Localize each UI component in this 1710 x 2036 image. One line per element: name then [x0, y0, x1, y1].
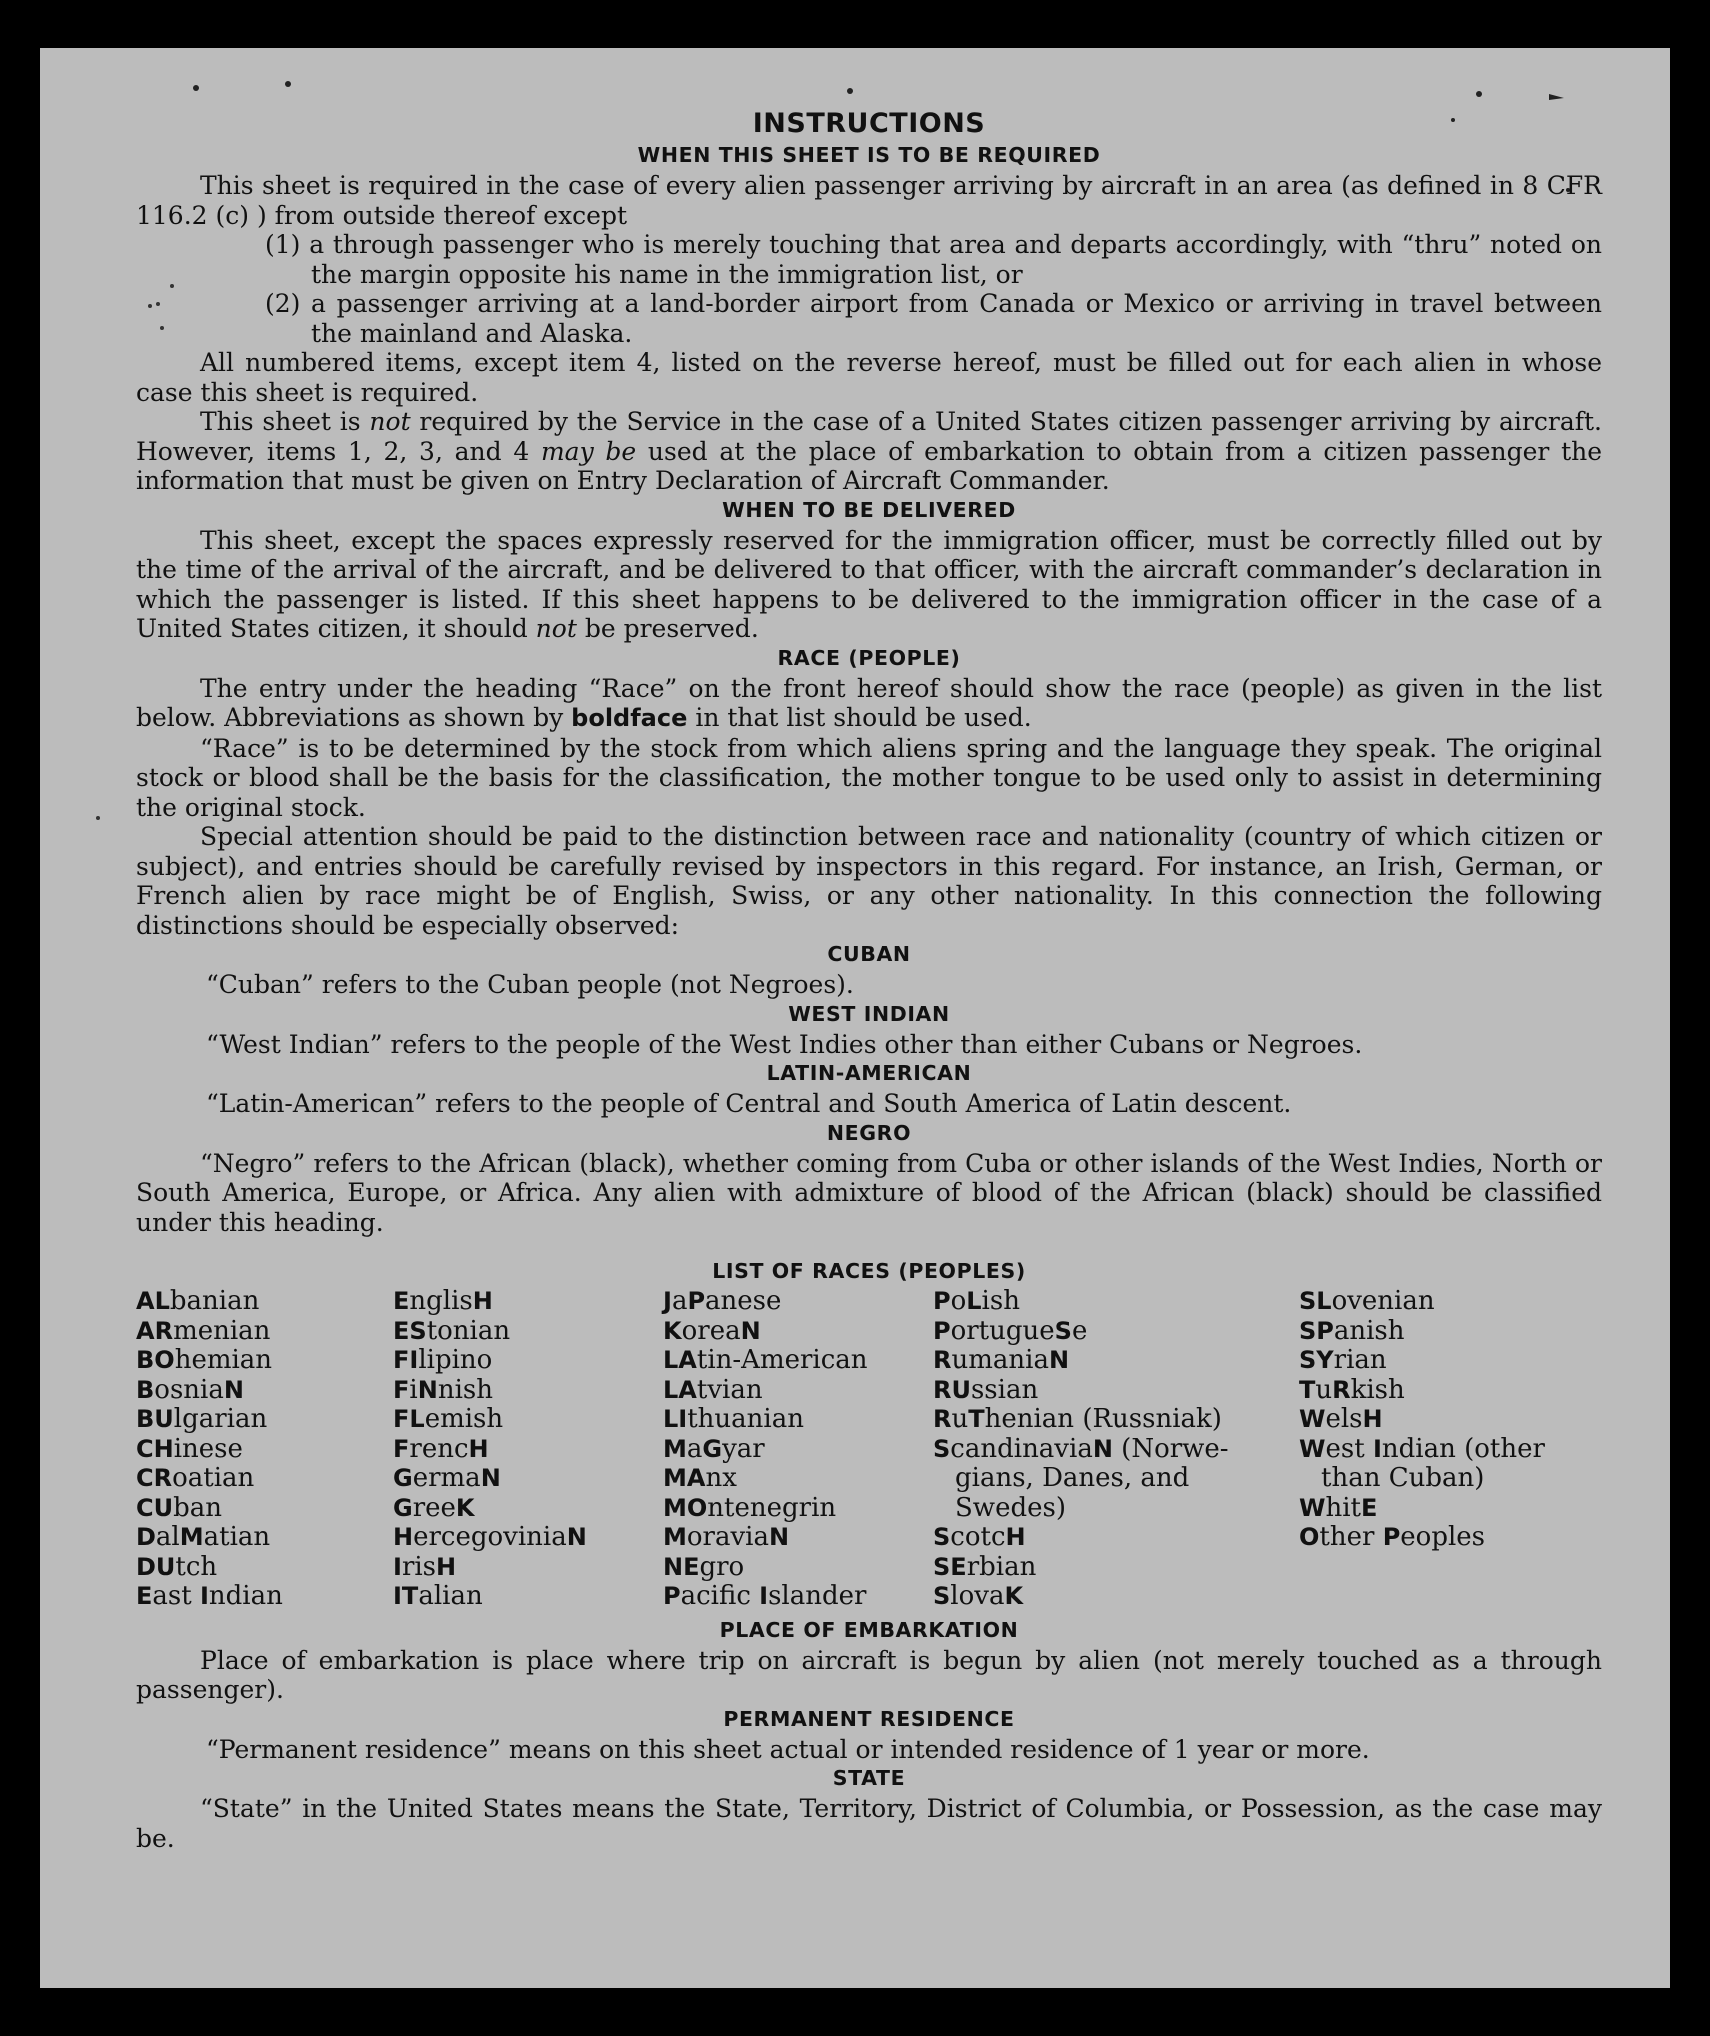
race-item: GreeK [393, 1492, 475, 1523]
race-item: PoLish [933, 1286, 1020, 1316]
race-item: CRoatian [136, 1463, 255, 1493]
race-item: WelsH [1299, 1404, 1383, 1434]
race-item: LAtin-American [663, 1345, 868, 1375]
race-item: TuRkish [1299, 1374, 1405, 1405]
race-item: Other Peoples [1299, 1522, 1486, 1552]
race-item: BOhemian [136, 1345, 273, 1375]
race-item: FLemish [393, 1404, 504, 1434]
race-item: SErbian [933, 1551, 1037, 1582]
heading-permanent-residence: PERMANENT RESIDENCE [723, 1706, 1015, 1731]
race-item: FIlipino [393, 1345, 493, 1375]
exception-1: (1) a through passenger who is merely touching that area and departs accordingly, with “thru” noted on the margin opposite his name in the immigration list, or [265, 230, 1602, 289]
race-item: KoreaN [663, 1315, 761, 1346]
race-item: EStonian [393, 1315, 511, 1346]
race-column [1299, 1287, 1599, 1612]
race-item: CHinese [136, 1433, 243, 1464]
instructions-content [136, 108, 1602, 1853]
race-item: ARmenian [136, 1315, 271, 1346]
race-item: Pacific Islander [663, 1581, 867, 1611]
heading-race: RACE (PEOPLE) [777, 645, 961, 670]
race-item: BUlgarian [136, 1404, 268, 1434]
race-list [136, 1287, 1602, 1612]
race-item: DUtch [136, 1551, 218, 1582]
race-item: CUban [136, 1492, 222, 1523]
race-item: HercegoviniaN [393, 1522, 587, 1552]
heading-when-delivered: WHEN TO BE DELIVERED [722, 497, 1016, 522]
race-item: PortugueSe [933, 1315, 1088, 1346]
race-item: SlovaK [933, 1581, 1024, 1611]
race-item: SYrian [1299, 1345, 1387, 1375]
race-column [663, 1287, 933, 1612]
race-item: MaGyar [663, 1433, 765, 1464]
when-required-p3: This sheet is not required by the Service in the case of a United States citizen passenger arriving by aircraft. However, items 1, 2, 3, and 4 may be used at the place of embarkation to obtain from a citizen passenger the information that must be given on Entry Declaration of Aircraft Commander. [136, 407, 1603, 495]
race-item: MOntenegrin [663, 1492, 837, 1523]
race-item: WhitE [1299, 1492, 1378, 1523]
race-item: ScotcH [933, 1522, 1026, 1552]
cuban-text: “Cuban” refers to the Cuban people (not Negroes). [206, 970, 854, 999]
document-page [40, 48, 1670, 1988]
race-item: ITalian [393, 1581, 483, 1611]
heading-state: STATE [832, 1766, 906, 1790]
race-item: RUssian [933, 1374, 1039, 1405]
race-item: FrencH [393, 1433, 489, 1464]
west-indian-text: “West Indian” refers to the people of the West Indies other than either Cubans or Negroes. [206, 1029, 1363, 1059]
race-item: ALbanian [136, 1286, 260, 1316]
when-required-intro: This sheet is required in the case of every alien passenger arriving by aircraft in an area (as defined in 8 CFR 116.2 (c) ) from outside thereof except [136, 171, 1602, 230]
race-item: IrisH [393, 1551, 457, 1582]
heading-embarkation: PLACE OF EMBARKATION [719, 1617, 1019, 1642]
latin-american-text: “Latin-American” refers to the people of Central and South America of Latin descent. [206, 1089, 1292, 1118]
heading-when-required: WHEN THIS SHEET IS TO BE REQUIRED [637, 143, 1101, 167]
race-column [136, 1287, 393, 1612]
state-text: “State” in the United States means the State, Territory, District of Columbia, or Possession, as the case may be. [136, 1794, 1602, 1853]
race-item: JaPanese [663, 1286, 782, 1316]
race-item: West Indian (other than Cuban) [1299, 1433, 1545, 1493]
exception-2: (2) a passenger arriving at a land-border airport from Canada or Mexico or arriving in travel between the mainland and Alaska. [265, 289, 1602, 348]
race-item: NEgro [663, 1551, 745, 1582]
race-p3: Special attention should be paid to the distinction between race and nationality (country of which citizen or subject), and entries should be carefully revised by inspectors in this regard. For instance, an Irish, German, or French alien by race might be of English, Swiss, or any other nationality. In this connection the following distinctions should be especially observed: [136, 822, 1602, 940]
heading-cuban: CUBAN [827, 942, 911, 966]
page-title: INSTRUCTIONS [752, 108, 986, 139]
race-column [933, 1287, 1299, 1612]
race-item: East Indian [136, 1581, 283, 1611]
race-item: BosniaN [136, 1374, 244, 1405]
race-item: ScandinaviaN (Norwe- gians, Danes, and Swedes) [933, 1433, 1229, 1523]
embarkation-text: Place of embarkation is place where trip on aircraft is begun by alien (not merely touched as a through passenger). [136, 1645, 1602, 1704]
race-column [393, 1287, 663, 1612]
race-item: EnglisH [393, 1286, 493, 1316]
race-item: LIthuanian [663, 1404, 804, 1434]
race-item: GermaN [393, 1463, 501, 1493]
heading-list-of-races: LIST OF RACES (PEOPLES) [712, 1259, 1026, 1283]
race-item: RumaniaN [933, 1345, 1070, 1375]
race-item: DalMatian [136, 1522, 271, 1552]
heading-negro: NEGRO [826, 1120, 912, 1145]
race-item: SPanish [1299, 1315, 1405, 1346]
heading-latin-american: LATIN-AMERICAN [766, 1061, 972, 1085]
race-item: LAtvian [663, 1374, 763, 1405]
emphasis-not: not [535, 614, 577, 643]
race-p2: “Race” is to be determined by the stock from which aliens spring and the language they speak. The original stock or blood shall be the basis for the classification, the mother tongue to be used only to assist in determining the original stock. [136, 733, 1602, 822]
race-p1: The entry under the heading “Race” on the front hereof should show the race (people) as given in the list below. Abbreviations as shown by boldface in that list should be used. [136, 673, 1602, 732]
race-item: RuThenian (Russniak) [933, 1404, 1222, 1434]
race-item: MAnx [663, 1463, 737, 1493]
when-required-p2: All numbered items, except item 4, listed on the reverse hereof, must be filled out for each alien in whose case this sheet is required. [136, 348, 1602, 407]
when-delivered-text: This sheet, except the spaces expressly reserved for the immigration officer, must be correctly filled out by the time of the arrival of the aircraft, and be delivered to that officer, with the aircraft commander’s declaration in which the passenger is listed. If this sheet happens to be delivered to the immigration officer in the case of a United States citizen, it should not be preserved. [136, 525, 1602, 643]
emphasis-not: not [369, 407, 411, 436]
race-item: SLovenian [1299, 1286, 1435, 1316]
residence-text: “Permanent residence” means on this sheet actual or intended residence of 1 year or more. [206, 1734, 1370, 1764]
emphasis-may-be: may be [540, 436, 637, 466]
heading-west-indian: WEST INDIAN [788, 1001, 950, 1026]
boldface-word: boldface [571, 704, 688, 732]
race-item: MoraviaN [663, 1522, 790, 1552]
negro-text: “Negro” refers to the African (black), whether coming from Cuba or other islands of the West Indies, North or South America, Europe, or Africa. Any alien with admixture of blood of the African (black) should be classified under this heading. [136, 1148, 1602, 1237]
race-item: FiNnish [393, 1374, 493, 1405]
